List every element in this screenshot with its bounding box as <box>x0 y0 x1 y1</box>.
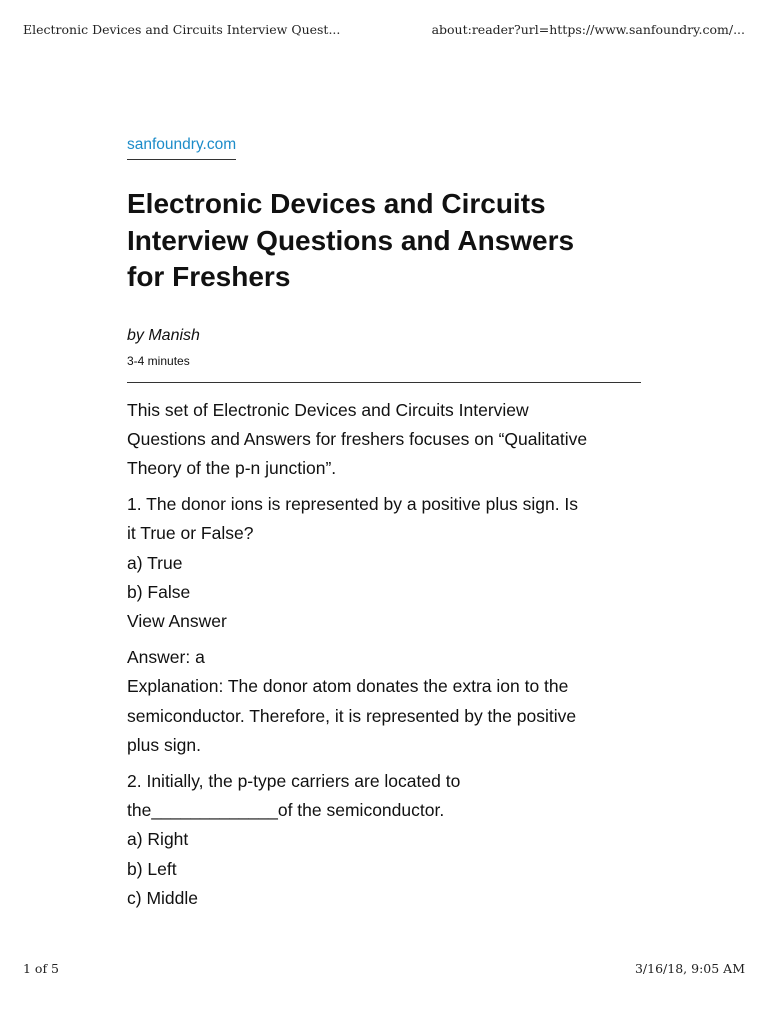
reading-time: 3-4 minutes <box>127 353 190 368</box>
article-title <box>127 186 641 296</box>
answer-1 <box>127 643 641 760</box>
reader-article <box>127 136 641 920</box>
explanation-line: plus sign. <box>127 734 201 755</box>
text-line: This set of Electronic Devices and Circuits Interview <box>127 399 529 420</box>
option-b: b) False <box>127 581 191 602</box>
title-line: Electronic Devices and Circuits <box>127 188 546 219</box>
source-domain-link[interactable]: sanfoundry.com <box>127 136 236 160</box>
intro-paragraph <box>127 396 641 484</box>
view-answer-link[interactable]: View Answer <box>127 610 227 631</box>
option-c: c) Middle <box>127 887 198 908</box>
title-line: Interview Questions and Answers <box>127 224 575 256</box>
header-divider <box>127 382 641 383</box>
question-text-line: the_____________of the semiconductor. <box>127 800 445 821</box>
option-a: a) True <box>127 552 183 573</box>
question-1 <box>127 490 641 636</box>
explanation-line: Explanation: The donor atom donates the extra ion to the <box>127 676 569 697</box>
question-text-line: 2. Initially, the p-type carriers are located to <box>127 770 461 791</box>
question-text-line: 1. The donor ions is represented by a positive plus sign. Is <box>127 494 579 515</box>
question-text-line: it True or False? <box>127 523 254 544</box>
question-2 <box>127 767 641 913</box>
print-url: about:reader?url=https://www.sanfoundry.com/... <box>431 22 745 37</box>
print-header <box>23 22 745 37</box>
option-b: b) Left <box>127 858 177 879</box>
article-content <box>127 396 641 913</box>
option-a: a) Right <box>127 829 189 850</box>
page-number: 1 of 5 <box>23 961 60 976</box>
text-line: Theory of the p-n junction”. <box>127 457 337 478</box>
author-byline: by Manish <box>127 326 200 344</box>
explanation-line: semiconductor. Therefore, it is represented by the positive <box>127 705 577 726</box>
print-timestamp: 3/16/18, 9:05 AM <box>634 961 745 976</box>
print-footer <box>23 961 745 976</box>
title-line: for Freshers <box>127 261 291 292</box>
text-line: Questions and Answers for freshers focuses on “Qualitative <box>127 428 588 449</box>
print-page-title: Electronic Devices and Circuits Interview Quest... <box>23 22 341 37</box>
answer-text: Answer: a <box>127 647 205 668</box>
